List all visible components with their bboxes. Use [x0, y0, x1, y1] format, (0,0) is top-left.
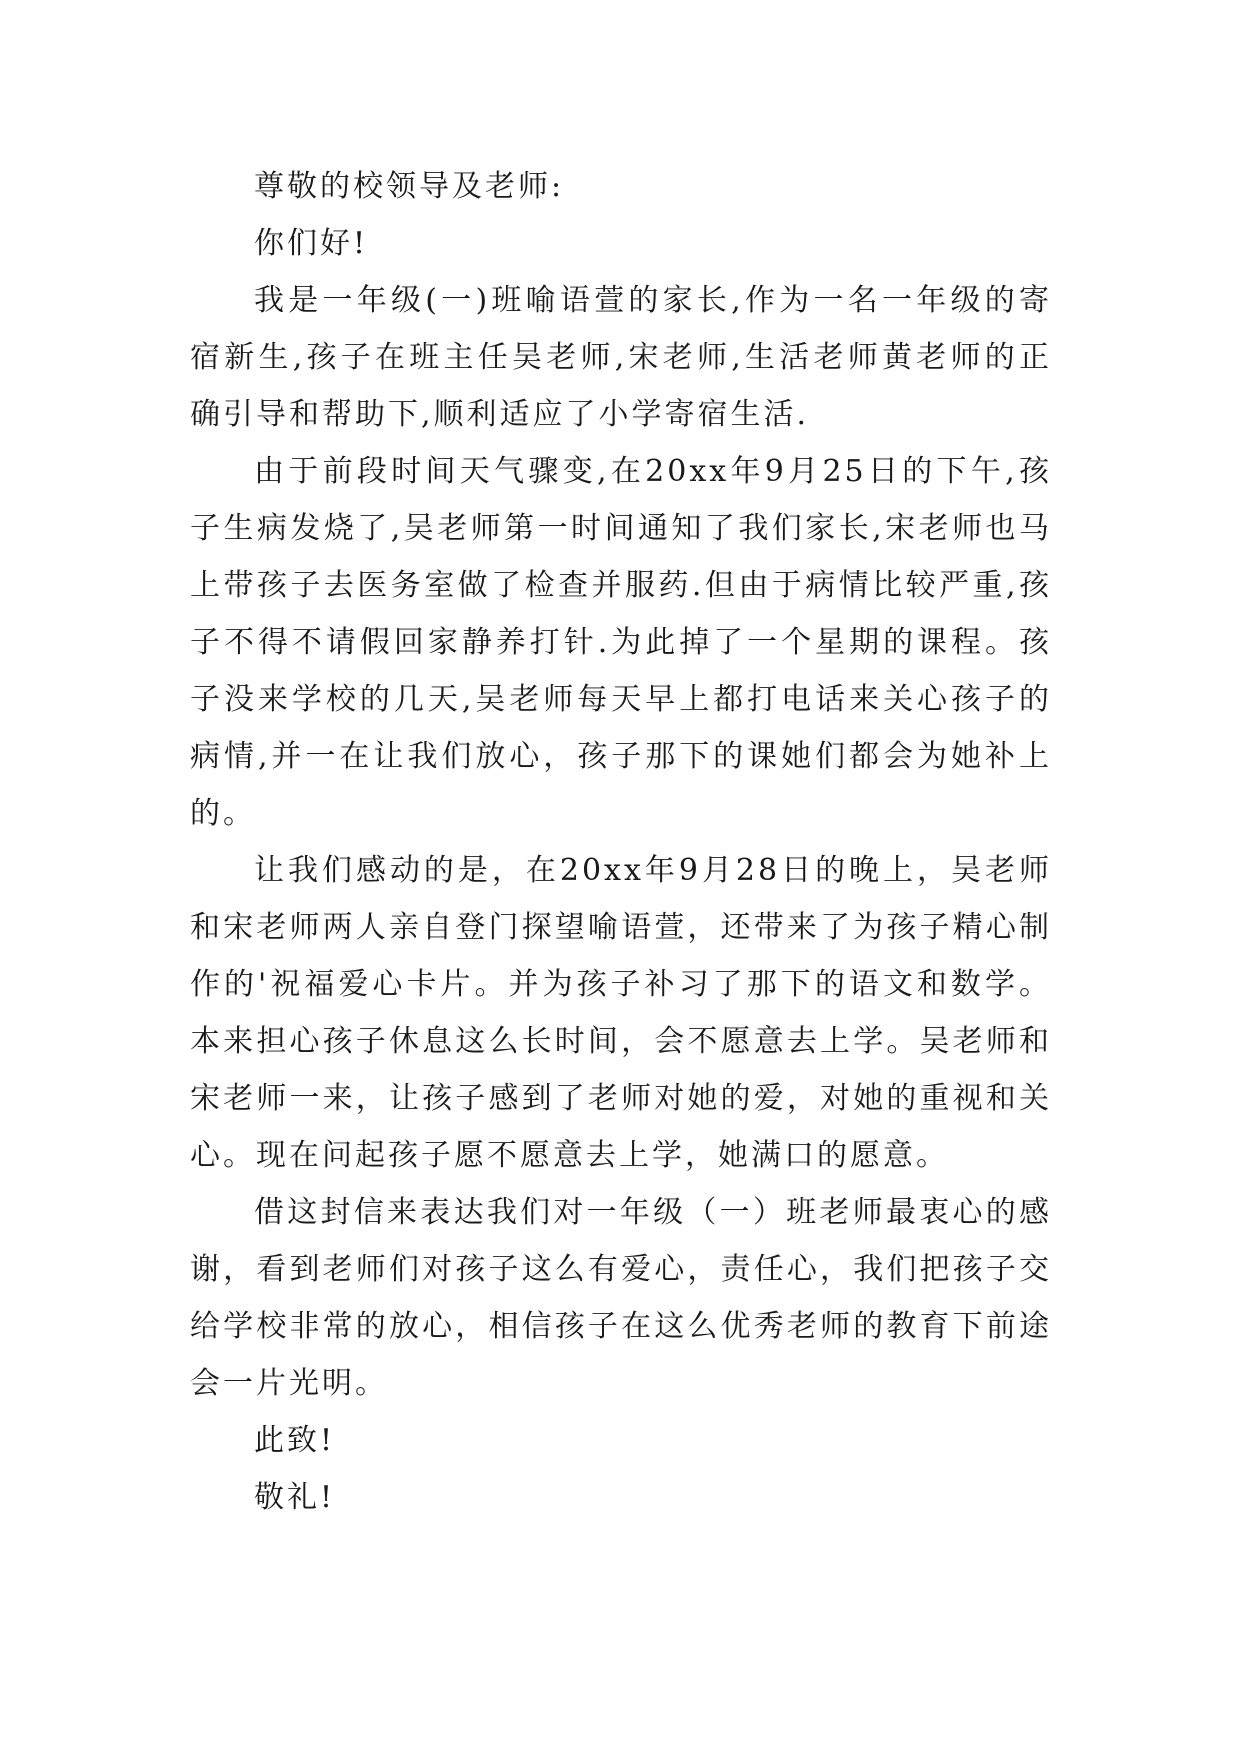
salutation: 尊敬的校领导及老师:: [254, 169, 565, 204]
paragraph: 我是一年级(一)班喻语萱的家长,作为一名一年级的寄宿新生,孩子在班主任吴老师,宋老师,生活老师黄老师的正确引导和帮助下,顺利适应了小学寄宿生活.: [190, 283, 1052, 432]
paragraph: 借这封信来表达我们对一年级（一）班老师最衷心的感谢，看到老师们对孩子这么有爱心，责任心，我们把孩子交给学校非常的放心，相信孩子在这么优秀老师的教育下前途会一片光明。: [190, 1195, 1052, 1401]
greeting: 你们好!: [254, 226, 369, 261]
closing-line: 此致!: [254, 1423, 336, 1458]
paragraph: 让我们感动的是，在20xx年9月28日的晚上，吴老师和宋老师两人亲自登门探望喻语萱，还带来了为孩子精心制作的'祝福爱心卡片。并为孩子补习了那下的语文和数学。本来担心孩子休息这么长时间，会不愿意去上学。吴老师和宋老师一来，让孩子感到了老师对她的爱，对她的重视和关心。现在问起孩子愿不愿意去上学，她满口的愿意。: [190, 853, 1052, 1173]
closing-line: 敬礼!: [254, 1480, 336, 1515]
paragraph: 由于前段时间天气骤变,在20xx年9月25日的下午,孩子生病发烧了,吴老师第一时间通知了我们家长,宋老师也马上带孩子去医务室做了检查并服药.但由于病情比较严重,孩子不得不请假回家静养打针.为此掉了一个星期的课程。孩子没来学校的几天,吴老师每天早上都打电话来关心孩子的病情,并一在让我们放心，孩子那下的课她们都会为她补上的。: [190, 454, 1052, 831]
letter-body: [190, 158, 1052, 1526]
